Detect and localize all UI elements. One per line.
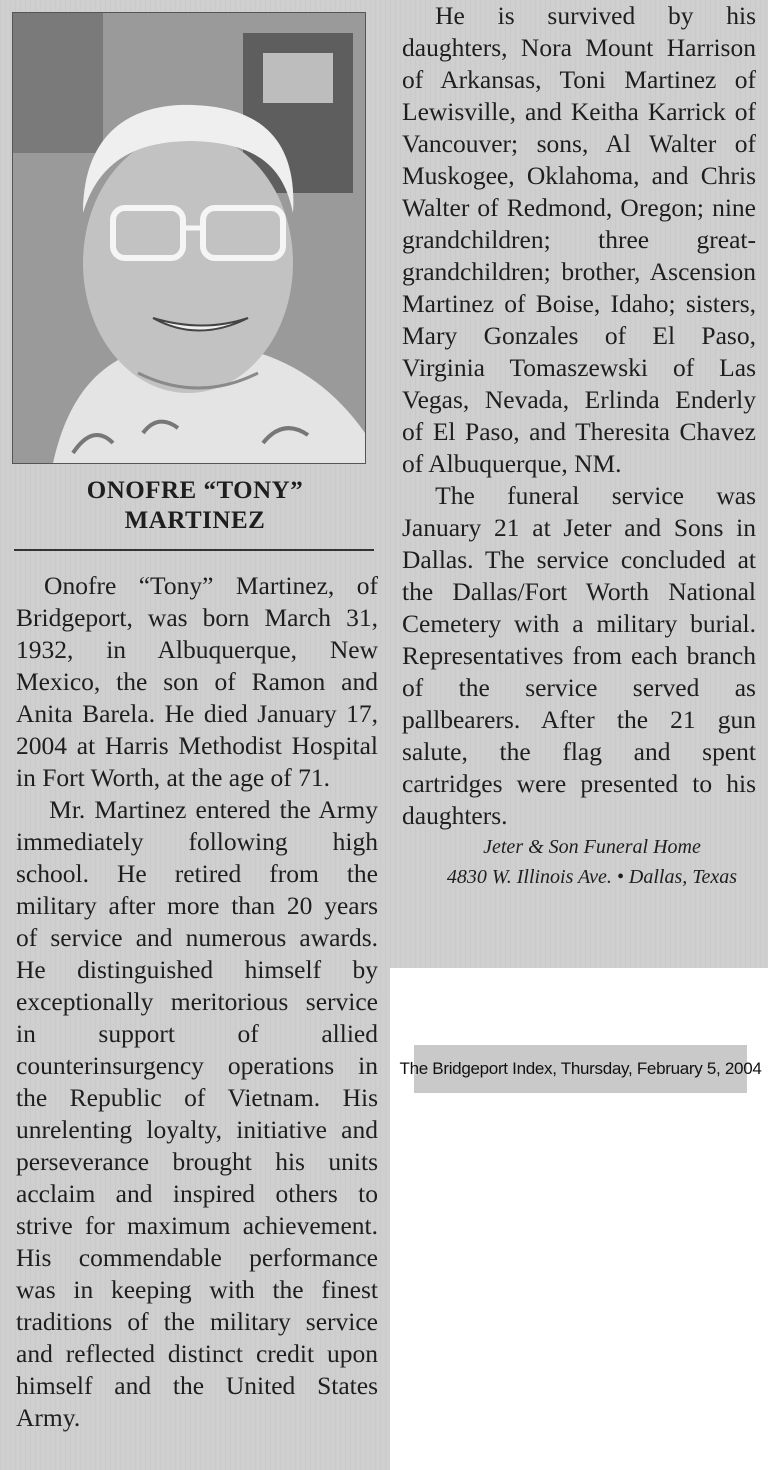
portrait-illustration xyxy=(13,13,365,463)
paragraph-funeral-service: The funeral service was January 21 at Jeter and Sons in Dallas. The service concluded at the Dallas/Fort Worth National Cemetery with a military burial. Representatives from each branch of the service served as pallbearers. After the 21 gun salute, the flag and spent cartridges were presented to his daughters. xyxy=(402,481,756,830)
paragraph-survivors: He is survived by his daughters, Nora Mount Harrison of Arkansas, Toni Martinez of Lewisville, and Keitha Karrick of Vancouver; sons, Al Walter of Muskogee, Oklahoma, and Chris Walter of Redmond, Oregon; nine grandchildren; three great-grandchildren; brother, Ascension Martinez of Boise, Idaho; sisters, Mary Gonzales of El Paso, Virginia Tomaszewski of Las Vegas, Nevada, Erlinda Enderly of El Paso, and Theresita Chavez of Albuquerque, NM. xyxy=(402,1,756,478)
headline-line-2: MARTINEZ xyxy=(124,507,266,534)
newspaper-source-caption xyxy=(399,1045,762,1093)
obituary-body-left xyxy=(16,570,378,1434)
paragraph-biography: Onofre “Tony” Martinez, of Bridgeport, was born March 31, 1932, in Albuquerque, New Mexico, the son of Ramon and Anita Barela. He died January 17, 2004 at Harris Methodist Hospital in Fort Worth, at the age of 71. xyxy=(16,571,378,792)
headline-line-1: ONOFRE “TONY” xyxy=(86,477,304,504)
obituary-headline xyxy=(0,476,390,536)
headline-divider xyxy=(14,549,374,551)
funeral-home-name: Jeter & Son Funeral Home xyxy=(483,836,701,858)
caption-text: The Bridgeport Index, Thursday, February 5, 2004 xyxy=(399,1059,762,1078)
obituary-right-column xyxy=(390,0,768,968)
portrait-photo xyxy=(12,12,366,464)
paragraph-military-service: Mr. Martinez entered the Army immediately following high school. He retired from the military after more than 20 years of service and numerous awards. He distinguished himself by exceptionally meritorious service in support of allied counterinsurgency operations in the Republic of Vietnam. His unrelenting loyalty, initiative and perseverance brought his units acclaim and inspired others to strive for maximum achievement. His commendable performance was in keeping with the finest traditions of the military service and reflected distinct credit upon himself and the United States Army. xyxy=(16,795,378,1432)
funeral-home-address: 4830 W. Illinois Ave. • Dallas, Texas xyxy=(446,866,738,888)
obituary-body-right xyxy=(402,0,756,892)
